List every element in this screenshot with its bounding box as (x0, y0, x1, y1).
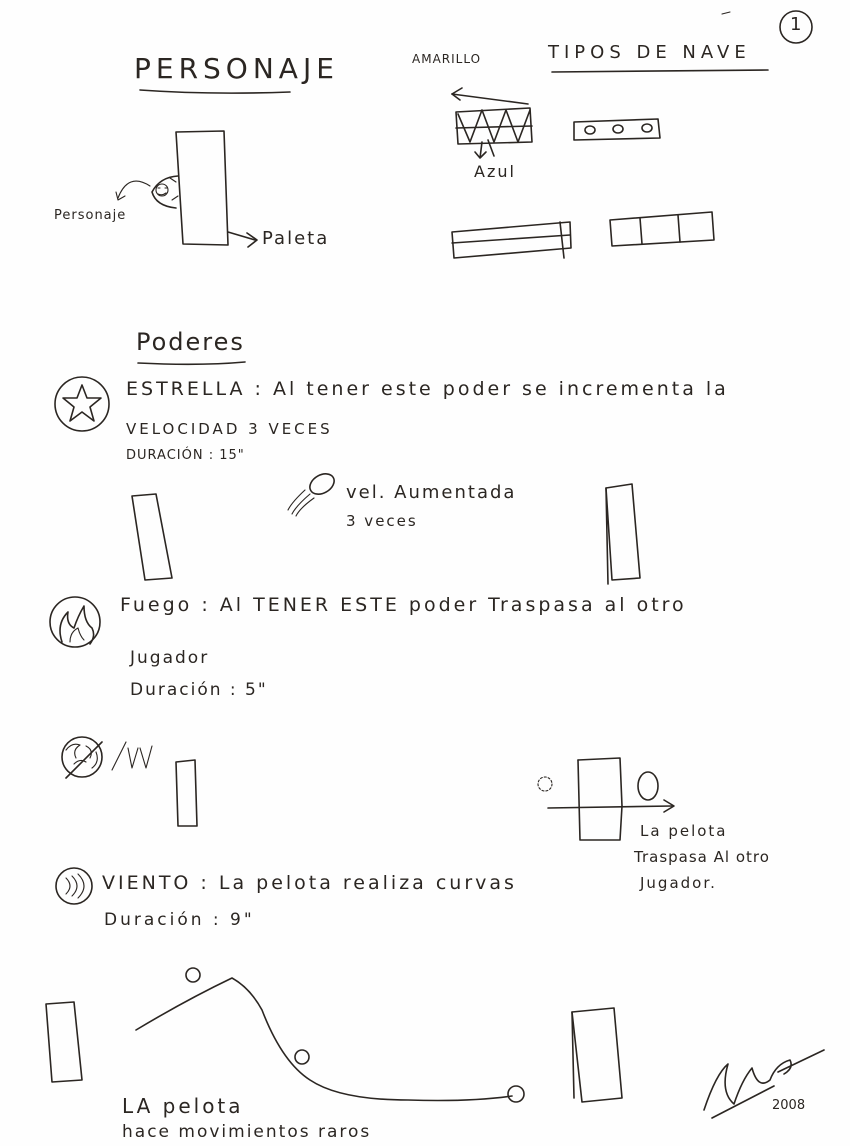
fire-icon (50, 597, 100, 647)
estrella-text: ESTRELLA : Al tener este poder se incrementa la (126, 378, 729, 400)
ship-flat-sketch (452, 222, 571, 258)
crossed-wind-icon (62, 737, 152, 778)
star-icon (55, 377, 109, 431)
estrella-note-1: vel. Aumentada (346, 482, 517, 503)
bottom-note-2: hace movimientos raros (122, 1122, 372, 1142)
poderes-underline (138, 362, 245, 364)
fuego-text: Fuego : Al TENER ESTE poder Traspasa al otro (120, 594, 687, 616)
curve-trajectory (136, 968, 524, 1102)
top-mark (722, 12, 730, 14)
tipos-underline (552, 70, 768, 72)
personaje-label: Personaje (54, 208, 127, 223)
viento-text: VIENTO : La pelota realiza curvas (102, 872, 517, 894)
personaje-paddle-sketch (176, 131, 257, 247)
fuego-note-2: Traspasa Al otro (634, 848, 770, 866)
signature-year: 2008 (772, 1098, 806, 1113)
poderes-title: Poderes (136, 328, 245, 356)
page-number: 1 (790, 14, 802, 35)
fuego-paddle-left (176, 760, 197, 826)
paleta-label: Paleta (262, 228, 330, 249)
viento-right-paddle (572, 1008, 622, 1102)
estrella-velocidad: VELOCIDAD 3 VECES (126, 420, 333, 438)
estrella-note-2: 3 veces (346, 512, 418, 530)
fuego-jugador: Jugador (130, 648, 210, 668)
bottom-note-1: LA pelota (122, 1094, 244, 1118)
ship-segmented-sketch (610, 212, 714, 246)
estrella-right-paddle (606, 484, 640, 584)
viento-left-paddle (46, 1002, 82, 1082)
fuego-note-1: La pelota (640, 822, 728, 840)
fast-ball-sketch (288, 470, 338, 516)
signature-sketch (704, 1050, 824, 1118)
character-face-sketch (116, 176, 178, 208)
viento-duracion: Duración : 9" (104, 910, 255, 930)
ship-truss-sketch (452, 88, 532, 158)
tipos-de-nave-title: TIPOS DE NAVE (548, 42, 751, 63)
wind-icon (56, 868, 92, 904)
fuego-note-3: Jugador. (640, 874, 717, 892)
azul-label: Azul (474, 162, 516, 181)
title-underline (140, 90, 290, 93)
ship-rivets-sketch (574, 119, 660, 140)
personaje-title: PERSONAJE (134, 52, 339, 85)
amarillo-label: AMARILLO (412, 52, 482, 66)
estrella-duracion: DURACIÓN : 15" (126, 448, 245, 463)
fuego-duracion: Duración : 5" (130, 680, 268, 700)
estrella-left-paddle (132, 494, 172, 580)
